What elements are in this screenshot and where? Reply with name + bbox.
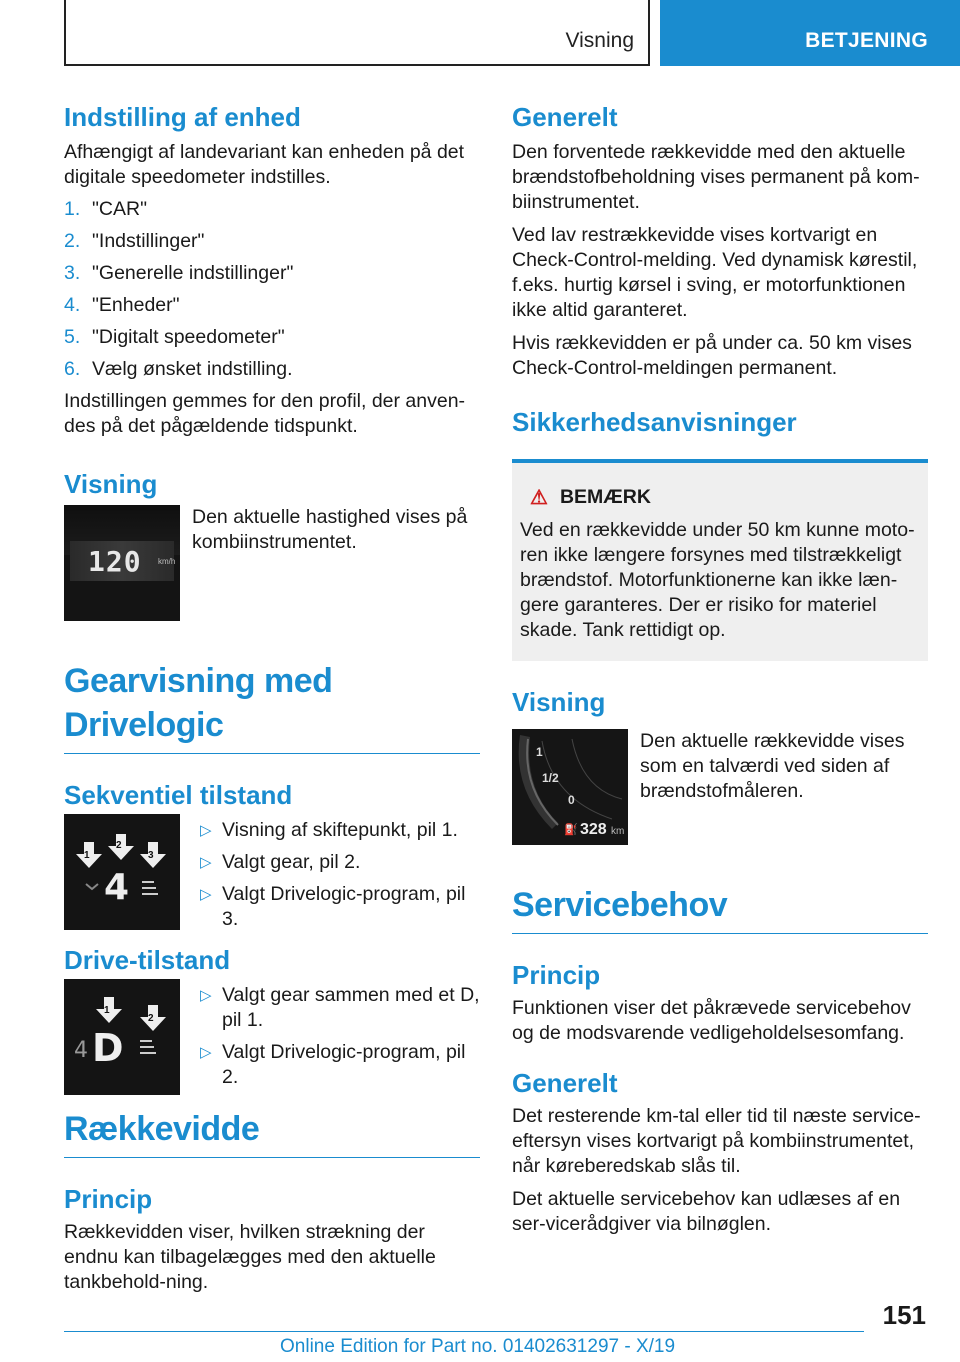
range-display-heading: Visning [512,687,606,717]
service-general-p1: Det resterende km-tal eller tid til næste service-eftersyn vises kortvarigt på kombiinstrumentet, når køreberedskab slås til. [512,1105,921,1177]
unit-setting-outro: Indstillingen gemmes for den profil, der anven-des på det pågældende tidspunkt. [64,390,466,437]
service-heading: Servicebehov [512,883,928,934]
list-item: 5. "Digitalt speedometer" [64,326,285,348]
sequential-bullets [192,818,480,939]
gauge-label-empty: 0 [568,793,575,807]
list-item: ▷ Valgt Drivelogic-program, pil 2. [200,1041,466,1088]
sequential-mode-heading: Sekventiel tilstand [64,780,293,810]
drive-bullets [192,983,480,1097]
fuel-pump-icon: ⛽ [564,824,578,836]
svg-text:2: 2 [148,1013,154,1024]
svg-text:1: 1 [84,850,90,861]
sequential-mode-row [64,814,480,939]
range-display-text: Den aktuelle rækkevidde vises som en talværdi ved siden af brændstofmåleren. [640,730,905,802]
warning-label: BEMÆRK [559,486,651,508]
list-item: ▷ Valgt gear, pil 2. [200,851,361,873]
service-general-p2: Det aktuelle servicebehov kan udlæses af en ser-vicerådgiver via bilnøglen. [512,1188,901,1235]
range-principle-text: Rækkevidden viser, hvilken strækning der endnu kan tilbagelægges med den aktuelle tankbehold-ning. [64,1221,436,1293]
header-section-tab [64,0,650,66]
svg-text:D: D [92,1026,124,1070]
list-item: ▷ Valgt gear sammen med et D, pil 1. [200,984,480,1031]
range-principle-heading: Princip [64,1184,153,1214]
header-chapter-label: BETJENING [805,29,928,52]
fuel-gauge-image [512,729,628,845]
speed-display-row [64,505,480,621]
range-value: 328 [580,821,607,838]
list-item: 1. "CAR" [64,198,148,220]
service-principle-text: Funktionen viser det påkrævede servicebehov og de modsvarende vedligeholdelsesomfang. [512,997,911,1044]
service-general-heading: Generelt [512,1068,618,1098]
speedometer-image [64,505,180,621]
speed-value: 120 [88,545,142,578]
svg-text:1: 1 [104,1005,110,1016]
service-principle-heading: Princip [512,960,601,990]
warning-text: Ved en rækkevidde under 50 km kunne moto-ren ikke længere forsynes med tilstrækkeligt brændstof. Motorfunktionerne kan ikke læn-gere garanteres. Der er risiko for materiel skade. Tank rettidigt op. [520,519,915,641]
list-item: ▷ Valgt Drivelogic-program, pil 3. [200,883,466,930]
range-general-p2: Ved lav restrækkevidde vises kortvarigt en Check-Control-melding. Ved dynamisk kørestil, f.eks. hurtig kørsel i sving, er motorfunktionen ikke altid garanteret. [512,224,918,321]
svg-text:4: 4 [74,1038,88,1063]
drive-mode-row [64,979,480,1097]
range-unit: km [611,826,625,837]
unit-setting-heading: Indstilling af enhed [64,102,301,132]
unit-steps-list [64,197,480,382]
sequential-gear-image [64,814,180,930]
list-item: ▷ Visning af skiftepunkt, pil 1. [200,819,458,841]
list-item: 6. Vælg ønsket indstilling. [64,358,293,380]
safety-heading: Sikkerhedsanvisninger [512,407,797,437]
footer-edition: Online Edition for Part no. 01402631297 - X/19 [280,1336,676,1357]
visning-text: Den aktuelle hastighed vises på kombiinstrumentet. [192,506,468,553]
speed-unit: km/h [158,557,176,566]
right-column [512,100,928,1237]
header-chapter-tab [660,0,960,66]
gauge-label-full: 1 [536,745,543,759]
footer-divider [64,1331,864,1332]
gauge-label-half: 1/2 [542,771,559,785]
range-heading: Rækkevidde [64,1107,480,1158]
range-general-heading: Generelt [512,102,618,132]
warning-title [530,485,920,510]
drive-arrows-icon [64,979,180,1095]
range-general-p3: Hvis rækkevidden er på under ca. 50 km vises Check-Control-meldingen permanent. [512,332,912,379]
gear-display-heading: Gearvisning med Drivelogic [64,659,480,754]
warning-box [512,459,928,661]
list-item: 2. "Indstillinger" [64,230,205,252]
page-number: 151 [882,1300,926,1330]
left-column [64,100,480,1295]
drive-gear-image [64,979,180,1095]
drive-mode-heading: Drive-tilstand [64,945,231,975]
visning-heading: Visning [64,469,158,499]
range-display-row [512,729,928,845]
list-item: 4. "Enheder" [64,294,180,316]
svg-text:3: 3 [148,850,154,861]
sequential-arrows-icon [64,814,180,930]
svg-text:4: 4 [104,867,130,908]
warning-triangle-icon: ⚠ [530,487,548,509]
header-section-label: Visning [565,29,634,52]
range-general-p1: Den forventede rækkevidde med den aktuelle brændstofbeholdning vises permanent på kom-biinstrumentet. [512,141,920,213]
unit-setting-intro: Afhængigt af landevariant kan enheden på det digitale speedometer indstilles. [64,141,465,188]
list-item: 3. "Generelle indstillinger" [64,262,294,284]
svg-text:2: 2 [116,840,122,851]
